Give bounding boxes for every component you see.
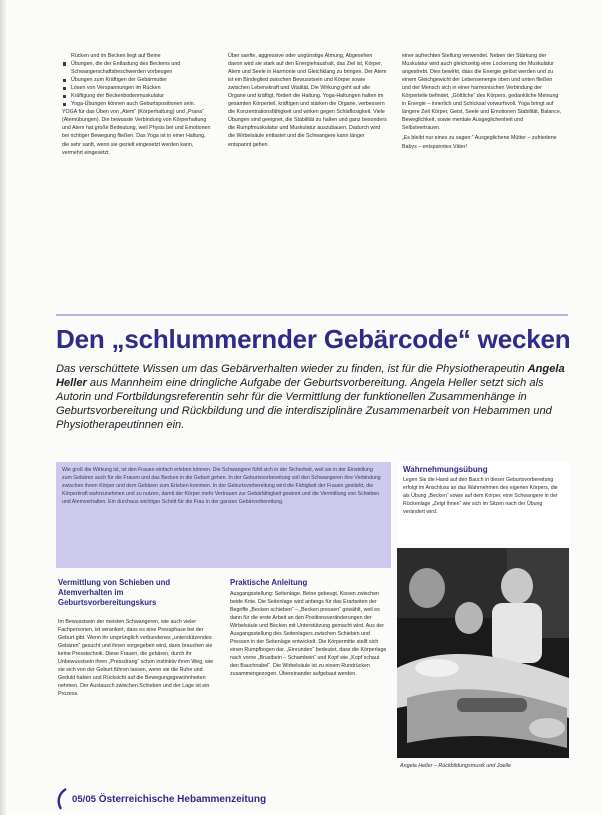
col1-top-line: Rücken und im Becken liegt auf Beine [71,53,161,59]
photo-caption: Angela Heller – Rückbildungsmusik und Joelle [400,763,511,769]
magazine-logo-icon [56,788,68,810]
section-heading-vermittlung: Vermittlung von Schieben und Atemverhalten im Geburtsvorbereitungskurs [58,578,171,608]
bullet-item: Kräftigung der Beckenbodenmuskulatur [62,92,212,100]
article-lead [56,362,570,432]
bullet-item: Yoga-Übungen können auch Geburtspositionen sein. [62,100,212,108]
col1-bullet-list [62,60,212,108]
section-text-praktisch [230,590,388,679]
vermittlung-paragraph: Im Bewusstsein der meisten Schwangeren, wie auch vieler Fachpersonen, ist verankert, dass es eine Pressphase bei der Geburt gibt. Wenn ihr ursprünglich verbundenes „unterstützendes Gebären“ gesucht und ihnen vorgegeben wird, dann brauchen sie keine Presstechnik. Diese Frauen, die gebären, durch ihr Unbewusstsein ihren „Pressdrang“ schon instinktiv ihren Weg, wie sie sich von der Geburt führen lassen, wenn sie die Ruhe und Geduld haben und Rücksicht auf die Bewegungsgewohnheiten nehmen. Der Austausch zwischen Schieben und der Lage ist ein Prozess. [58,619,214,698]
lead-part-1: Das verschüttete Wissen um das Gebärverhalten wieder zu finden, ist für die Physiotherapeutin [56,363,528,375]
col3-quote: „Es bleibt nur eines zu sagen:“ Ausgeglichene Mütter – zufriedene Babys – entspanntes Väter! [402,135,557,150]
footer-title: Österreichische Hebammenzeitung [98,794,267,805]
col3-paragraph: einer aufrechten Stellung verwendet. Neben der Stärkung der Muskulatur wird auch gleichzeitig eine Lockerung der Muskulatur angestrebt. Dies bewirkt, dass die Energie gelöst werden und zu einem Gleichgewicht der Lebensenergie oben und unten fließen und der Mensch sich in einer harmonischen Verbindung der Körperteile befindet, „Göttliche“ des Körpers, gedankliche Meinung in Energie – innerlich und Schicksal vorwurfsvoll. Yoga bringt auf längere Zeit Körper, Geist, Seele und Emotionen Stabilität, Balance, Beweglichkeit, sowie mentale Ausgeglichenheit und Selbstvertrauen. [402,53,562,132]
exercise-photo-drawing [397,548,569,758]
highlight-box-text: Wie groß die Wirkung ist, ist den Frauen einfach erleben können. Die Schwangere fühlt sich in der Sicherheit, weil sie in der Einstellung zum Gebären auch für die Frauen und das Becken in die Geburt gehen. In der Geburtsvorbereitung soll den Schwangeren ihre Verbindung zwischen ihrem Körper und dem Gebären zum Erleben kommen. In der Geburtsvorbereitung wird die Fähigkeit der Frauen gestärkt, die Körperkraft wahrzunehmen und zu nutzen, damit der Körper mehr Vertrauen zur Gebärfähigkeit gewinnt und die Vermittlung von Schieben und Atemverhalten. Ein durchaus wichtiger Schritt für die Frau in der ganzen Gebärvorbereitung. [62,467,381,506]
bullet-item: Übungen, die der Entlastung des Beckens und Schwangerschaftsbeschwerden vorbeugen [62,60,212,76]
section-heading-praktisch: Praktische Anleitung [230,578,308,587]
column-2-text [228,52,388,149]
perception-exercise-text: Legen Sie die Hand auf den Bauch in dieser Geburtsvorbereitung erfolgt im Anschluss an das Wahrnehmen des eigenen Körpers, die als Übung „Becken“ sowie auf dem Körper, eine Schwangere in der Rückenlage „Zeigt Ihnen“ wie sich im Sitzen nach der Übung verändert wird. [403,477,558,516]
lead-part-2: aus Mannheim eine dringliche Aufgabe der Geburtsvorbereitung. Angela Heller setzt sich als Autorin und Fortbildungsreferentin sehr für die Vermittlung der funktionellen Zusammenhänge in Geburtsvorbereitung und Rückbildung und die interdisziplinäre Zusammenarbeit von Hebammen und Physiotherapeutinnen ein. [56,377,552,431]
lead-author-name: Angela Heller [56,363,565,389]
column-1-text [62,52,212,157]
praktisch-paragraph: Ausgangsstellung: Seitenlage, Beine gebeugt, Kissen zwischen beide Knie. Die Seitenlage wird anfangs für das Erarbeiten der Begriffe „Becken schieben“ – „Becken pressen“ gewählt, weil es dann für die erste Arbeit an den Positionsveränderungen der Wirbelsäule und Becken mit Unterstützung gemacht wird. Aus der Ausgangsstellung des Seitenlagers zwischen Schieben und Pressen in der Seitenlage entwickelt. Die Körpermitte stellt sich einen Rumpfbogen dar. „Einrunden“ bedeutet, dass die Körperlage nach vorne „Brustbein – Schambein“ und Kopf wie „Kopf schaut den Bauchnabel“. Die Wirbelsäule ist zu einem Rundrücken zusammengezogen. Übereinander aufgebaut werden. [230,591,387,678]
article-headline: Den „schlummernder Gebärcode“ wecken [56,324,571,354]
bullet-item: Übungen zum Kräftigen der Gebärmutter [62,76,212,84]
col1-paragraph: YOGA für das Üben von „Atem“ (Körperhaltung) und „Prana“ (Atemübungen). Die bewusste Verbindung von Körperhaltung und Atem hat große Bedeutung, weil Physis bei und Emotionen bei richtiger Bewegung fließen. Das Yoga ist in einer Haltung, die sehr sanft, wenn sie gezielt eingesetzt werden kann, vermehrt eingesetzt. [62,109,211,156]
exercise-photo [397,548,569,758]
section-divider [56,314,568,316]
footer-issue: 05/05 [72,794,97,805]
bullet-item: Lösen von Verspannungen im Rücken [62,84,212,92]
col2-paragraph: Über sanfte, aggressive oder ungünstige Atmung, Abgesehen davon wird sie stark auf den Energiehaushalt, das Ziel ist, Körper, Atem und Seele in Harmonie und Gleichklang zu bringen. Der Atem ist ein Bindeglied zwischen Bewusstsein und Körper sowie zwischen Lebenskraft und Vitalität. Die Wirkung geht auf alle Organe und kräftigt, fördert die Haltung. Yoga-Haltungen halten im gesamten Körperteil, kräftigen und stärken die Organe, verbessern die Konzentrationsfähigkeit und wirken gegen Schlaflosigkeit. Viele Übungen sind geeignet, die Stabilität zu halten und ganz besonders die Rumpfmuskulatur und Muskulatur auszubauen. Dadurch wird die Wirbelsäule entlastet und die Schwangere kann länger entspannt gehen. [228,53,387,148]
column-3-text [402,52,562,151]
page-edge-shadow [0,0,6,815]
page-footer [72,794,266,805]
highlight-box [56,462,391,568]
perception-exercise-title: Wahrnehmungsübung [403,465,488,474]
perception-exercise-box [397,462,569,544]
section-text-vermittlung [58,618,218,698]
